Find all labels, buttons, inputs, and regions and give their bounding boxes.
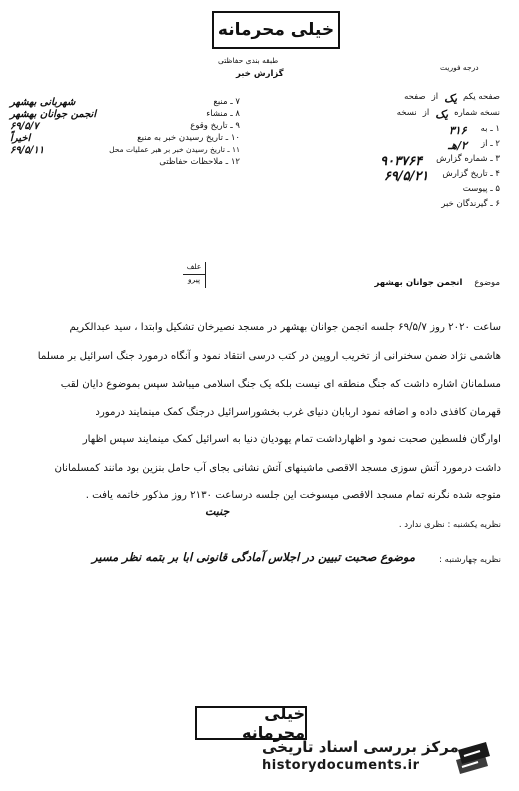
- meta-label: ۲ ـ از: [481, 139, 500, 149]
- meta-report-date-row: [300, 169, 500, 184]
- reference-box: [183, 262, 206, 288]
- meta-security-notes-row: [10, 157, 240, 169]
- opinion-wednesday-label: نظریه چهارشنبه :: [439, 555, 501, 565]
- meta-label: ۵ ـ پیوست: [462, 184, 500, 194]
- meta-value: ۲/هـ: [448, 139, 468, 152]
- meta-value: اخیراً: [10, 133, 31, 144]
- meta-from-row: [300, 139, 500, 154]
- meta-label: ۱۱ ـ تاریخ رسیدن خبر بر هبر عملیات محل: [109, 145, 240, 154]
- body-line: اوارگان فلسطین صحبت نمود و اظهارداشت تمام یهودیان دنیا به اسرائیل کمک مینمایند سپس اظهار: [82, 434, 501, 445]
- meta-mid: از: [431, 92, 439, 102]
- meta-label: ۸ ـ منشاء: [206, 109, 240, 119]
- classification-stamp-bottom: خیلی محرمانه: [195, 706, 307, 740]
- archive-watermark-text: مرکز بررسی اسناد تاریخی: [262, 738, 459, 756]
- body-line: هاشمی نژاد ضمن سخنرانی از تخریب اروپین در کتب درسی انتقاد نمود و آنگاه درمورد جنگ اسرائیل بر مسلما: [37, 351, 501, 362]
- reference-line-1: علف: [183, 262, 205, 275]
- meta-report-number-row: [300, 154, 500, 169]
- meta-to-row: [300, 124, 500, 139]
- meta-copy-row: [300, 108, 500, 124]
- meta-end: صفحه: [404, 92, 426, 102]
- meta-origin-row: [10, 109, 240, 121]
- meta-value: ۶۹/۵/۲۱: [383, 169, 429, 184]
- classification-label: طبقه بندی حفاظتی: [218, 56, 279, 65]
- meta-value: ۶۹/۵/۷: [10, 121, 39, 132]
- opinion-sunday-note: جنبت: [205, 505, 230, 518]
- opinion-sunday: نظریه یکشنبه : نظری ندارد .: [398, 520, 501, 530]
- meta-right-block: [300, 92, 500, 214]
- meta-label: ۱ ـ به: [480, 124, 500, 134]
- body-line: داشت درمورد آتش سوزی مسجد الاقصی ماشینهای آتش نشانی بجای آب حامل بنزین بود مانند کمسلمانان: [54, 463, 501, 474]
- meta-label: ۹ ـ تاریخ وقوع: [190, 121, 240, 131]
- meta-value: ۹۰۳۷۶۴: [380, 154, 423, 169]
- meta-label: ۶ ـ گیرندگان خبر: [441, 199, 500, 209]
- body-line: قهرمان کافذی داده و اضافه نمود اربابان دنیای غرب بخشوراسرائیل درجنگ کمک مینمایند درمورد: [95, 407, 501, 418]
- body-line: متوجه شده نگرنه تمام مسجد الاقصی میسوخت این جلسه درساعت ۲۱۳۰ روز مذکور خاتمه یافت .: [85, 490, 501, 501]
- urgency-label: درجه فوریت: [440, 63, 479, 72]
- meta-label: ۱۲ ـ ملاحظات حفاظتی: [159, 157, 240, 167]
- meta-mid: از: [422, 108, 430, 118]
- meta-label: ۴ ـ تاریخ گزارش: [442, 169, 500, 179]
- meta-received-local-row: [10, 145, 240, 157]
- meta-value: ۶۹/۵/۱۱: [10, 145, 45, 156]
- opinion-wednesday-value: موضوع صحبت تبیین در اجلاس آمادگی قانونی ابا بر بتمه نظر مسیر: [92, 550, 416, 564]
- meta-end: نسخه: [396, 108, 417, 118]
- meta-label: ۷ ـ منبع: [213, 97, 240, 107]
- meta-label: ۳ ـ شماره گزارش: [436, 154, 500, 164]
- meta-source-row: [10, 97, 240, 109]
- meta-label: ۱۰ ـ تاریخ رسیدن خبر به منبع: [137, 133, 240, 143]
- subject-value: انجمن جوانان بهشهر: [374, 278, 463, 288]
- meta-occurrence-date-row: [10, 121, 240, 133]
- report-title: گزارش خبر: [236, 69, 284, 79]
- reference-line-2: پیرو: [187, 275, 201, 284]
- body-line: ساعت ۲۰۲۰ روز ۶۹/۵/۷ جلسه انجمن جوانان بهشهر در مسجد نصیرخان تشکیل وابتدا ، سید عبدالکریم: [69, 322, 501, 333]
- subject-row: [250, 278, 500, 288]
- meta-recipients-row: [300, 199, 500, 214]
- meta-left-block: [10, 97, 240, 169]
- meta-value: یک: [435, 108, 449, 121]
- meta-attachment-row: [300, 184, 500, 199]
- meta-value: انجمن جوانان بهشهر: [10, 109, 97, 120]
- meta-value: ۳۱۶: [448, 124, 467, 137]
- archive-watermark-url[interactable]: historydocuments.ir: [262, 758, 420, 773]
- classification-stamp-top: خیلی محرمانه: [212, 11, 340, 49]
- meta-page-row: [300, 92, 500, 108]
- body-line: مسلمانان اشاره داشت که جنگ منطقه ای نیست بلکه یک جنگ اسلامی میباشد سپس بموضوع دایان لقب: [60, 379, 501, 390]
- meta-label: صفحه یکم: [463, 92, 500, 102]
- meta-value: یک: [444, 92, 458, 105]
- meta-value: شهربانی بهشهر: [10, 97, 76, 108]
- meta-label: نسخه شماره: [454, 108, 500, 118]
- meta-received-source-row: [10, 133, 240, 145]
- subject-label: موضوع: [474, 278, 500, 288]
